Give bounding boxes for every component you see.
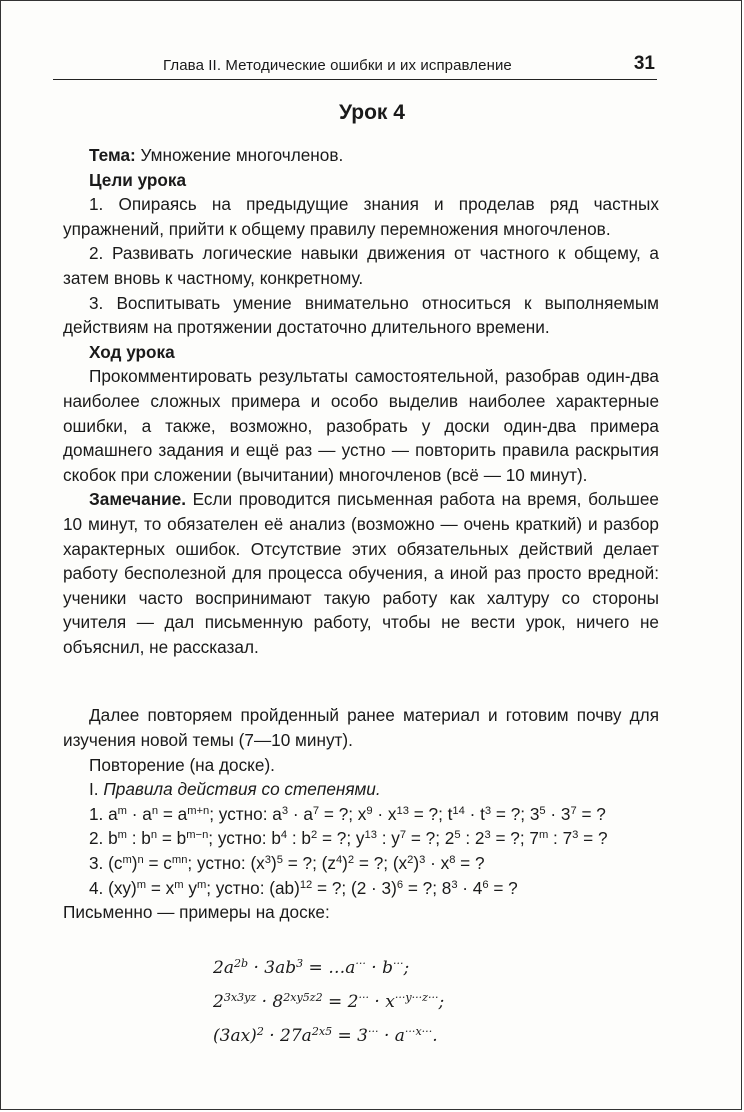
chapter-title: Глава II. Методические ошибки и их исправление	[163, 57, 512, 74]
goals-heading: Цели урока	[89, 169, 187, 190]
repetition-line: Повторение (на доске).	[89, 754, 275, 775]
rules-label: I.	[89, 779, 104, 800]
course-paragraph: Прокомментировать результаты самостоятельной, разобрав один-два наиболее сложных примера и особо выделив наиболее характерные ошибки, а также, возможно, разобрать у доски один-два примера домашнего задания и ещё раз — устно — повторить правила раскрытия скобок при сложении (вычитании) многочленов (всё — 10 минут).	[63, 366, 659, 485]
next-paragraph: Далее повторяем пройденный ранее материал и готовим почву для изучения новой темы (7—10 минут).	[63, 705, 659, 751]
theme-text: Умножение многочленов.	[135, 145, 344, 165]
rule-3: 3. $(c^m)^n = c^{mn}$; устно: $(x^3)^5$ = ?; $(z^4)^2$ = ?; $(x^2)^3 \cdot x^8$ = ?	[89, 853, 485, 874]
page-body	[63, 143, 659, 925]
formula-1: $2a^{2b} \cdot 3ab^3$ = …a··· · b···;	[213, 956, 410, 978]
theme-label: Тема:	[89, 145, 136, 165]
rules-heading	[63, 777, 659, 802]
theme-line	[63, 143, 659, 168]
goal-1: 1. Опираясь на предыдущие знания и проделав ряд частных упражнений, прийти к общему правилу перемножения многочленов.	[63, 194, 659, 239]
board-examples	[213, 951, 444, 1053]
rule-2: 2. $b^m$ : $b^n = b^{m-n}$; устно: $b^4$ : $b^2$ = ?; $y^{13}$ : $y^7$ = ?; $2^5$ : $2^3$ = ?; 7$^m$ : $7^3$ = ?	[89, 828, 608, 849]
goal-2: 2. Развивать логические навыки движения от частного к общему, а затем вновь к частному, конкретному.	[63, 243, 659, 288]
formula-3: $(3ax)^2 \cdot 27a^{2x5} = 3^{\cdot\cdot\cdot} \cdot a^{\cdot\cdot\cdot x\cdot\cdot\cdot}$.	[213, 1024, 438, 1046]
written-label: Письменно — примеры на доске:	[63, 902, 330, 923]
formula-2: $2^{3x3yz} \cdot 8^{2xy5z2} = 2^{\cdot\cdot\cdot} \cdot x^{\cdot\cdot\cdot y\cdot\cdot\cdot z\cdot\cdot\cdot}$;	[213, 990, 445, 1012]
rule-1: 1. $a^m \cdot a^n = a^{m+n}$; устно: $a^3 \cdot a^7$ = ?; $x^9 \cdot x^{13}$ = ?; $t^{14} \cdot t^3$ = ?; $3^5 \cdot 3^7$ = ?	[89, 803, 606, 824]
remark-text: Если проводится письменная работа на время, большее 10 минут, то обязателен её анализ (возможно — очень краткий) и разбор характерных ошибок. Отсутствие этих обязательных действий делает работу бесполезной для процесса обучения, а иной раз просто вредной: ученики часто воспринимают такую работу как халтуру со стороны учителя — дал письменную работу, чтобы не вести урок, ничего не объяснил, не рассказал.	[63, 489, 659, 657]
goal-3: 3. Воспитывать умение внимательно относиться к выполняемым действиям на протяжении достаточно длительного времени.	[63, 292, 659, 338]
rules-title: Правила действия со степенями.	[103, 779, 381, 800]
remark-paragraph	[63, 487, 659, 659]
running-header	[53, 49, 657, 80]
lesson-title: Урок 4	[339, 101, 405, 124]
course-heading: Ход урока	[89, 341, 175, 362]
rule-4: 4. $(xy)^m = x^m$ $y^m$; устно: (ab)$^{12}$ = ?; $(2 \cdot 3)^6$ = ?; $8^3 \cdot 4^6$ = ?	[89, 877, 518, 898]
page-number: 31	[633, 53, 655, 74]
remark-label: Замечание.	[89, 489, 186, 510]
